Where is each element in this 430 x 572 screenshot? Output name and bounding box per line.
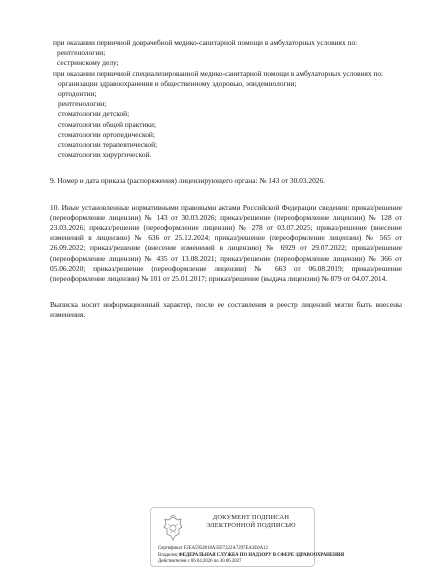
section-10-other-info: 10. Иные установленные нормативными правовыми актами Российской Федерации сведения: приказ/решение (переоформление лицензии) № 143 от 30.03.2026; приказ/решение (переоформление лицензии) № 128 от 23.03.2026; приказ/решение (переоформление лицензии) № 278 от 03.07.2025; приказ/решение (внесение изменений в лицензию) № 636 от 25.12.2024; приказ/решение (переоформление лицензии) № 565 от 26.09.2022; приказ/решение (внесение изменений в лицензию) № 6929 от 29.07.2022; приказ/решение (переоформление лицензии) № 435 от 13.08.2021; приказ/решение (переоформление лицензии) № 366 от 05.06.2020; приказ/решение (переоформление лицензии) № 663 от 06.08.2019; приказ/решение (переоформление лицензии) № 101 от 25.01.2017; приказ/решение (выдача лицензии) № 879 от 04.07.2014.: [50, 202, 402, 284]
list-item: ортодонтии;: [58, 89, 97, 99]
prehospital-care-intro: при оказании первичной доврачебной медико-санитарной помощи в амбулаторных условиях по:: [53, 38, 358, 47]
owner-label: Владелец: [158, 552, 178, 558]
section-9-order-number: 9. Номер и дата приказа (распоряжения) лицензирующего органа: № 143 от 30.03.2026.: [50, 176, 326, 186]
owner-row: [158, 552, 345, 560]
list-item: стоматологии ортопедической;: [58, 129, 155, 139]
stamp-title: [189, 514, 313, 530]
stamp-title-line: ДОКУМЕНТ ПОДПИСАН: [212, 514, 290, 521]
list-item: организации здравоохранения и общественному здоровью, эпидемиологии;: [58, 78, 297, 88]
validity-row: Действителен с 06.04.2026 по 30.06.2027: [158, 559, 242, 565]
list-item: стоматологии терапевтической;: [58, 140, 158, 150]
certificate-label: Сертификат: [158, 546, 183, 551]
stamp-title-line: ЭЛЕКТРОННОЙ ПОДПИСЬЮ: [206, 522, 296, 529]
electronic-signature-stamp: [150, 507, 345, 567]
specialized-care-intro: при оказании первичной специализированной медико-санитарной помощи в амбулаторных условиях по:: [53, 68, 384, 78]
disclaimer-note: Выписка носит информационный характер, после ее составления в реестр лицензий могли быть внесены изменения.: [50, 300, 402, 320]
list-item: рентгенологии;: [57, 48, 106, 58]
document-body: [50, 38, 402, 321]
coat-of-arms-icon: [161, 514, 185, 542]
stamp-details: [158, 546, 345, 566]
list-item: стоматологии хирургической.: [58, 150, 152, 160]
list-item: рентгенологии;: [58, 99, 107, 109]
list-item: стоматологии общей практики;: [58, 119, 157, 129]
certificate-value: F2EA5954818A35F7222A7297EA3E0A12: [183, 546, 268, 551]
list-item: стоматологии детской;: [58, 109, 130, 119]
owner-value: ФЕДЕРАЛЬНАЯ СЛУЖБА ПО НАДЗОРУ В СФЕРЕ ЗДРАВООХРАНЕНИЯ: [178, 552, 345, 558]
list-item: сестринскому делу;: [57, 58, 119, 68]
certificate-row: [158, 546, 314, 553]
